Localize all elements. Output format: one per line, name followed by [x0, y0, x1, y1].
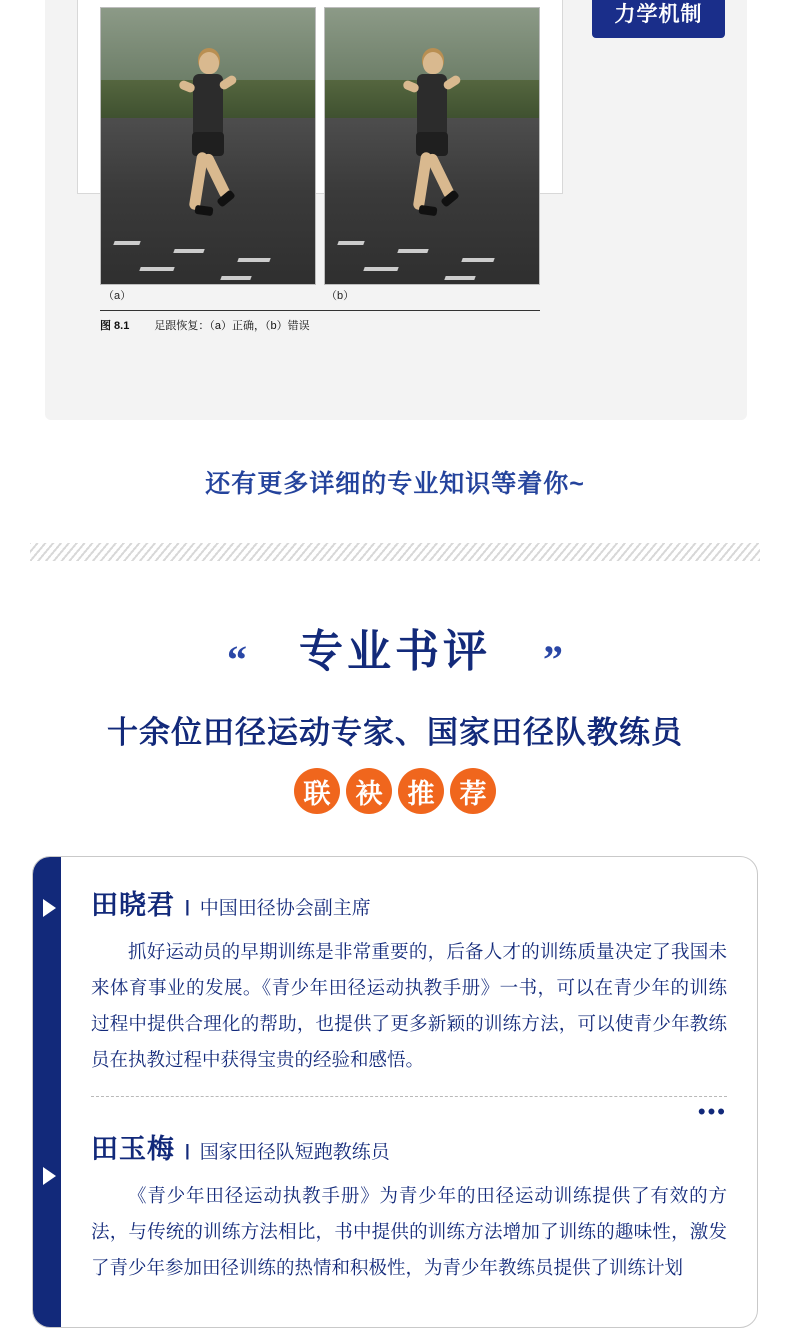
figure-number: 图 8.1: [100, 320, 130, 332]
figure-photo-row: [100, 7, 540, 285]
more-dots-icon[interactable]: •••: [697, 1099, 727, 1124]
reviews-accent-bar: [33, 857, 61, 1327]
runner-head: [199, 52, 219, 74]
reviews-list: [61, 857, 757, 1327]
reviewer-name: 田晓君: [91, 890, 175, 920]
figure-caption-text: 足跟恢复：（a）正确，（b）错误: [154, 320, 310, 332]
reviewer-role: 国家田径队短跑教练员: [199, 1142, 390, 1163]
highlight-pill: 荐: [450, 768, 496, 814]
track-lane-mark: [363, 267, 398, 271]
quote-close-icon: ”: [543, 637, 563, 682]
section-subtitle: 十余位田径运动专家、国家田径队教练员: [107, 715, 683, 750]
highlight-pill-row: [0, 768, 790, 814]
hatched-divider: [30, 543, 760, 561]
book-page-card: [45, 0, 747, 420]
runner-figure: [397, 52, 467, 262]
track-lane-mark: [444, 276, 475, 280]
caption-a: （a）: [103, 290, 132, 302]
book-page-figure: [77, 0, 563, 332]
review-header: [91, 1127, 727, 1166]
section-title-line: [227, 615, 563, 685]
section-header: [0, 615, 790, 814]
reviewer-separator: |: [185, 1141, 190, 1160]
review-marker-icon: [43, 1167, 56, 1185]
review-item: [91, 1127, 727, 1286]
track-lane-mark: [113, 241, 140, 245]
highlight-pill: 袂: [346, 768, 392, 814]
track-lane-mark: [337, 241, 364, 245]
caption-b: （b）: [326, 290, 355, 302]
tagline: 还有更多详细的专业知识等着你~: [205, 470, 585, 498]
chapter-tab: [592, 0, 725, 38]
reviewer-name: 田玉梅: [91, 1134, 175, 1164]
runner-photo-b: [324, 7, 540, 285]
runner-shoe: [194, 205, 213, 216]
review-text: 抓好运动员的早期训练是非常重要的，后备人才的训练质量决定了我国未来体育事业的发展。《青少年田径运动执教手册》一书，可以在青少年的训练过程中提供合理化的帮助，也提供了更多新颖的训练方法，可以使青少年教练员在执教过程中获得宝贵的经验和感悟。: [91, 941, 727, 1070]
runner-figure: [173, 52, 243, 262]
review-header: [91, 883, 727, 922]
reviewer-role: 中国田径协会副主席: [199, 898, 371, 919]
chapter-tab-label: 力学机制: [614, 3, 703, 26]
section-title: 专业书评: [289, 615, 501, 685]
reviews-panel: [32, 856, 758, 1328]
runner-head: [423, 52, 443, 74]
review-text: 《青少年田径运动执教手册》为青少年的田径运动训练提供了有效的方法，与传统的训练方法相比，书中提供的训练方法增加了训练的趣味性，激发了青少年参加田径训练的热情和积极性，为青少年教练员提供了训练计划: [91, 1185, 727, 1278]
review-item: [91, 883, 727, 1124]
runner-shoe: [418, 205, 437, 216]
track-lane-mark: [220, 276, 251, 280]
runner-photo-a: [100, 7, 316, 285]
review-marker-icon: [43, 899, 56, 917]
review-divider: [91, 1096, 727, 1124]
quote-open-icon: “: [227, 637, 247, 682]
figure-caption-line: [100, 317, 540, 333]
highlight-pill: 联: [294, 768, 340, 814]
reviewer-separator: |: [185, 897, 190, 916]
track-lane-mark: [139, 267, 174, 271]
highlight-pill: 推: [398, 768, 444, 814]
figure-rule: [100, 310, 540, 311]
